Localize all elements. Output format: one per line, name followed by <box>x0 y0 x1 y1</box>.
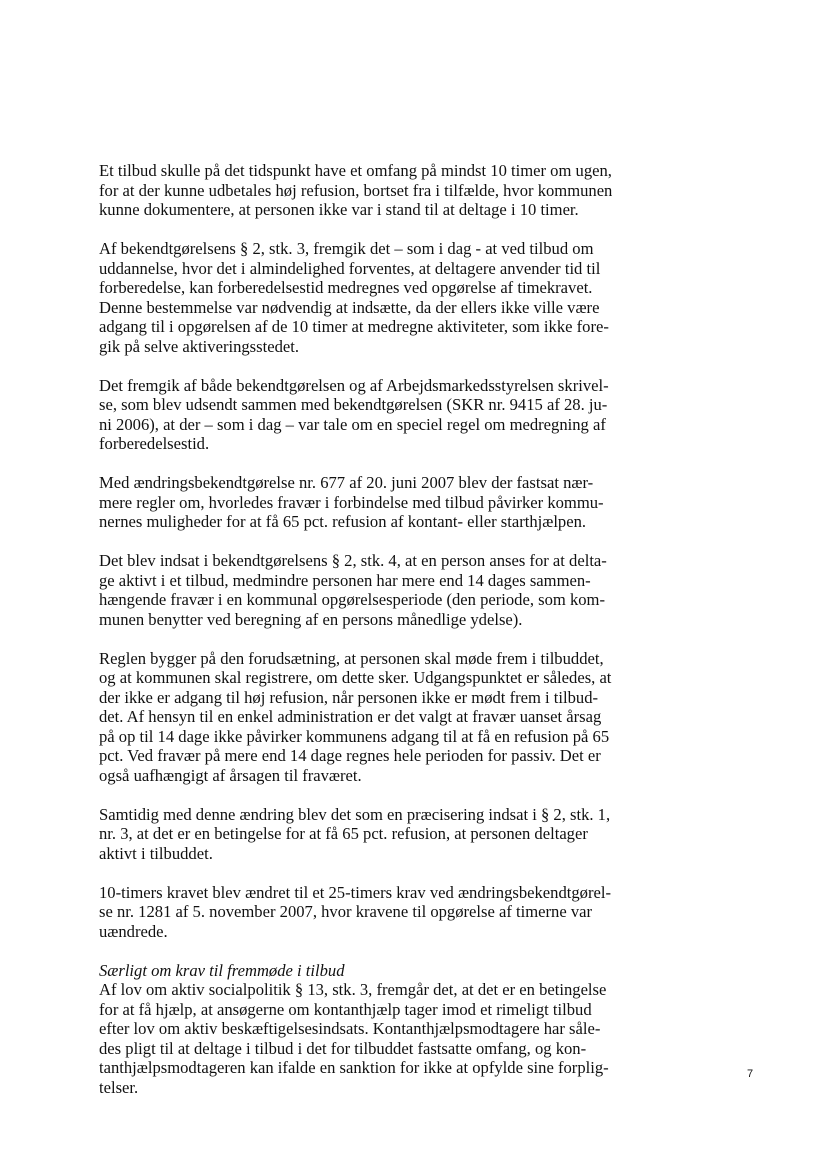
paragraph-gap <box>99 941 639 961</box>
text-line: adgang til i opgørelsen af de 10 timer at medregne aktiviteter, som ikke fore- <box>99 317 609 336</box>
text-line: Denne bestemmelse var nødvendig at indsætte, da der ellers ikke ville være <box>99 297 600 317</box>
text-line: munen benytter ved beregning af en persons månedlige ydelse). <box>99 609 523 629</box>
paragraph-gap <box>99 532 639 552</box>
paragraph-25-timers-krav <box>99 883 639 942</box>
paragraph-aendringsbekendtgoerelse <box>99 473 639 532</box>
text-line: Samtidig med denne ændring blev det som en præcisering indsat i § 2, stk. 1, <box>99 804 611 824</box>
section-heading: Særligt om krav til fremmøde i tilbud <box>99 960 345 980</box>
text-line: 10-timers kravet blev ændret til et 25-timers krav ved ændringsbekendtgørel- <box>99 882 611 902</box>
text-line: Med ændringsbekendtgørelse nr. 677 af 20. juni 2007 blev der fastsat nær- <box>99 473 594 492</box>
text-line: hængende fravær i en kommunal opgørelsesperiode (den periode, som kom- <box>99 590 605 609</box>
text-line: uddannelse, hvor det i almindelighed forventes, at deltagere anvender tid til <box>99 258 601 278</box>
paragraph-gap <box>99 785 639 805</box>
text-line: det. Af hensyn til en enkel administration er det valgt at fravær uanset årsag <box>99 707 602 726</box>
text-line: nr. 3, at det er en betingelse for at få 65 pct. refusion, at personen deltager <box>99 824 588 843</box>
paragraph-gap <box>99 629 639 649</box>
text-line: forberedelsestid. <box>99 434 210 453</box>
paragraph-reglen <box>99 649 639 786</box>
page-number: 7 <box>747 1068 754 1080</box>
text-line: Reglen bygger på den forudsætning, at personen skal møde frem i tilbuddet, <box>99 648 604 668</box>
paragraph-gap <box>99 454 639 474</box>
text-line: ge aktivt i et tilbud, medmindre personen har mere end 14 dages sammen- <box>99 570 591 590</box>
text-line: kunne dokumentere, at personen ikke var i stand til at deltage i 10 timer. <box>99 200 579 219</box>
paragraph-forberedelse <box>99 239 639 356</box>
text-line: forberedelse, kan forberedelsestid medregnes ved opgørelse af timekravet. <box>99 278 593 297</box>
text-line: der ikke er adgang til høj refusion, når personen ikke er mødt frem i tilbud- <box>99 687 599 707</box>
text-line: nernes muligheder for at få 65 pct. refusion af kontant- eller starthjælpen. <box>99 512 587 531</box>
section-fremmoede <box>99 961 639 1098</box>
paragraph-timekrav <box>99 161 639 220</box>
text-line: Af bekendtgørelsens § 2, stk. 3, fremgik det – som i dag - at ved tilbud om <box>99 239 594 258</box>
text-line: for at der kunne udbetales høj refusion, bortset fra i tilfælde, hvor kommunen <box>99 180 613 200</box>
text-line: se nr. 1281 af 5. november 2007, hvor kravene til opgørelse af timerne var <box>99 902 593 921</box>
text-line: Et tilbud skulle på det tidspunkt have et omfang på mindst 10 timer om ugen, <box>99 161 612 180</box>
paragraph-praecisering <box>99 805 639 864</box>
text-line: og at kommunen skal registrere, om dette sker. Udgangspunktet er således, at <box>99 668 612 687</box>
paragraph-gap <box>99 863 639 883</box>
text-line: efter lov om aktiv beskæftigelsesindsats. Kontanthjælpsmodtagere har såle- <box>99 1019 601 1038</box>
text-line: uændrede. <box>99 921 168 941</box>
text-line: pct. Ved fravær på mere end 14 dage regnes hele perioden for passiv. Det er <box>99 746 601 765</box>
text-line: også uafhængigt af årsagen til fraværet. <box>99 765 362 785</box>
text-line: på op til 14 dage ikke påvirker kommunens adgang til at få en refusion på 65 <box>99 726 610 746</box>
text-line: des pligt til at deltage i tilbud i det for tilbuddet fastsatte omfang, og kon- <box>99 1038 587 1058</box>
paragraph-gap <box>99 356 639 376</box>
paragraph-skrivelse <box>99 376 639 454</box>
text-line: gik på selve aktiveringsstedet. <box>99 336 299 356</box>
text-line: se, som blev udsendt sammen med bekendtgørelsen (SKR nr. 9415 af 28. ju- <box>99 395 608 414</box>
paragraph-gap <box>99 220 639 240</box>
text-line: Det fremgik af både bekendtgørelsen og af Arbejdsmarkedsstyrelsen skrivel- <box>99 375 609 395</box>
text-line: Af lov om aktiv socialpolitik § 13, stk. 3, fremgår det, at det er en betingelse <box>99 980 607 999</box>
text-line: ni 2006), at der – som i dag – var tale om en speciel regel om medregning af <box>99 414 606 434</box>
text-line: tanthjælpsmodtageren kan ifalde en sanktion for ikke at opfylde sine forplig- <box>99 1058 609 1077</box>
text-line: telser. <box>99 1077 139 1097</box>
body-text <box>99 161 639 1097</box>
text-line: aktivt i tilbuddet. <box>99 843 213 863</box>
text-line: for at få hjælp, at ansøgerne om kontanthjælp tager imod et rimeligt tilbud <box>99 999 592 1019</box>
text-line: mere regler om, hvorledes fravær i forbindelse med tilbud påvirker kommu- <box>99 492 604 512</box>
paragraph-fravaer <box>99 551 639 629</box>
text-line: Det blev indsat i bekendtgørelsens § 2, stk. 4, at en person anses for at delta- <box>99 551 607 570</box>
